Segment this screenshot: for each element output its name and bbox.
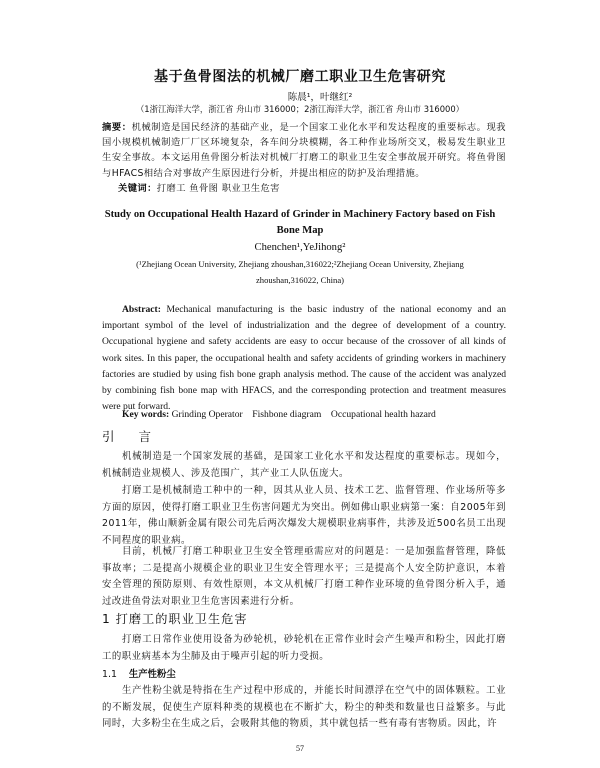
english-affiliation-line-1: (¹Zhejiang Ocean University, Zhejiang zhoushan,316022;²Zhejiang Ocean University, Zhejiang bbox=[136, 259, 464, 269]
english-affiliation-line-2: zhoushan,316022, China) bbox=[255, 275, 345, 285]
chinese-authors: 陈晨¹，叶继红² bbox=[287, 92, 353, 103]
chinese-abstract-text: 机械制造是国民经济的基础产业，是一个国家工业化水平和发达程度的重要标志。现我国小规模机械制造厂厂区环境复杂，各车间分块模糊，各工种作业场所交叉，极易发生职业卫生安全事故。本文运用鱼骨图分析法对机械厂打磨工的职业卫生安全事故展开研究。将鱼骨图与HFACS相结合对事故产生原因进行分析，并提出相应的防护及治理措施。 bbox=[102, 122, 506, 179]
intro-paragraph-1: 机械制造是一个国家发展的基础，是国家工业化水平和发达程度的重要标志。现如今，机械制造业规模人、涉及范围广，其产业工人队伍庞大。 bbox=[102, 451, 506, 479]
chinese-abstract-label: 摘要： bbox=[102, 122, 132, 133]
section-1-1-title: 生产性粉尘 bbox=[128, 669, 176, 680]
intro-paragraph-2: 打磨工是机械制造工种中的一种，因其从业人员、技术工艺、监督管理、作业场所等多方面的原因，使得打磨工职业卫生伤害问题尤为突出。例如佛山职业病第一案：自2005年到2011年，佛山顺新金属有限公司先后两次爆发大规模职业病事件，共涉及近500名员工出现不同程度的职业病。 bbox=[102, 485, 506, 546]
section-1-1-heading bbox=[102, 666, 176, 680]
section-1-1-number: 1.1 bbox=[102, 669, 117, 680]
intro-heading: 引 言 bbox=[102, 429, 161, 444]
chinese-keywords bbox=[118, 180, 280, 194]
section-1-heading: 1 打磨工的职业卫生危害 bbox=[102, 612, 248, 626]
english-title-line-1: Study on Occupational Health Hazard of Grinder in Machinery Factory based on Fish bbox=[104, 209, 496, 220]
english-authors: Chenchen¹,YeJihong² bbox=[254, 242, 346, 253]
english-keywords bbox=[122, 409, 436, 420]
english-title-line-2: Bone Map bbox=[276, 225, 324, 236]
section-1-paragraph: 打磨工日常作业使用设备为砂轮机，砂轮机在正常作业时会产生噪声和粉尘，因此打磨工的职业病基本为尘肺及由于噪声引起的听力受损。 bbox=[102, 634, 506, 662]
intro-paragraph-3: 目前，机械厂打磨工种职业卫生安全管理亟需应对的问题是：一是加强监督管理，降低事故率；二是提高小规模企业的职业卫生安全管理水平；三是提高个人安全防护意识，本着安全管理的预防原则、有效性原则，本文从机械厂打磨工种作业环境的鱼骨图分析入手，通过改进鱼骨法对职业卫生危害因素进行分析。 bbox=[102, 546, 506, 607]
chinese-abstract bbox=[102, 120, 506, 181]
chinese-keywords-label: 关键词： bbox=[118, 183, 157, 194]
chinese-affiliation: （1浙江海洋大学，浙江省 舟山市 316000；2浙江海洋大学，浙江省 舟山市 316000） bbox=[135, 104, 465, 114]
chinese-keywords-text: 打磨工 鱼骨图 职业卫生危害 bbox=[156, 183, 280, 194]
chinese-title: 基于鱼骨图法的机械厂磨工职业卫生危害研究 bbox=[154, 69, 446, 85]
english-keywords-label: Key words: bbox=[122, 409, 170, 420]
english-keywords-text: Grinding Operator Fishbone diagram Occupational health hazard bbox=[171, 409, 436, 420]
english-abstract bbox=[102, 302, 506, 415]
english-abstract-label: Abstract: bbox=[122, 304, 161, 315]
page-number: 57 bbox=[296, 744, 304, 753]
section-1-1-paragraph: 生产性粉尘就是特指在生产过程中形成的，并能长时间漂浮在空气中的固体颗粒。工业的不断发展，促使生产原料种类的规模也在不断扩大，粉尘的种类和数量也日益繁多。与此同时，大多粉尘在生成之后，会吸附其他的物质，其中就包括一些有毒有害物质。因此，许 bbox=[102, 685, 506, 730]
english-abstract-text: Mechanical manufacturing is the basic industry of the national economy and an important symbol of the level of industrialization and the degree of development of a country. Occupational hygiene and safety accidents are easy to occur because of the crossover of all kinds of work sites. In this paper, the occupational health and safety accidents of grinding workers in machinery factories are studied by using fish bone graph analysis method. The cause of the accident was analyzed by combining fish bone map with HFACS, and the corresponding protection and treatment measures were put forward. bbox=[102, 304, 506, 413]
